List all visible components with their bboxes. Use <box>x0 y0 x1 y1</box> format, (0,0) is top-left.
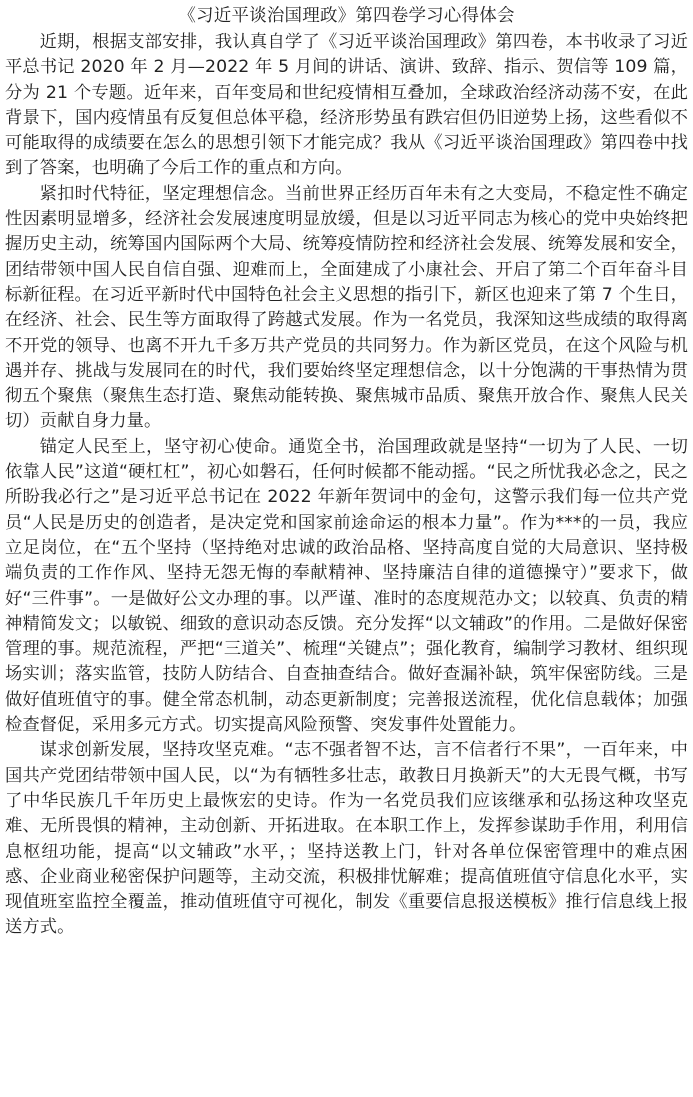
document-title: 《习近平谈治国理政》第四卷学习心得体会 <box>178 6 515 26</box>
paragraph-innovation: 谋求创新发展，坚持攻坚克难。“志不强者智不达，言不信者行不果”，一百年来，中国共产党团结带领中国人民，以“为有牺牲多壮志，敢教日月换新天”的大无畏气概，书写了中华民族几千年历史上最恢宏的史诗。作为一名党员我们应该继承和弘扬这种攻坚克难、无所畏惧的精神，主动创新、开拓进取。在本职工作上，发挥参谋助手作用，利用信息枢纽功能，提高“以文辅政”水平，；坚持送教上门，针对各单位保密管理中的难点困惑、企业商业秘密保护问题等，主动交流，积极排忧解难；提高值班值守信息化水平，实现值班室监控全覆盖，推动值班值守可视化，制发《重要信息报送模板》推行信息线上报送方式。 <box>5 740 688 938</box>
paragraph-ideals: 紧扣时代特征，坚定理想信念。当前世界正经历百年未有之大变局，不稳定性不确定性因素明显增多，经济社会发展速度明显放缓，但是以习近平同志为核心的党中央始终把握历史主动，统筹国内国际两个大局、统筹疫情防控和经济社会发展、统筹发展和安全，团结带领中国人民自信自强、迎难而上，全面建成了小康社会、开启了第二个百年奋斗目标新征程。在习近平新时代中国特色社会主义思想的指引下，新区也迎来了第 7 个生日，在经济、社会、民生等方面取得了跨越式发展。作为一名党员，我深知这些成绩的取得离不开党的领导、也离不开九千多万共产党员的共同努力。作为新区党员，在这个风险与机遇并存、挑战与发展同在的时代，我们要始终坚定理想信念，以十分饱满的干事热情为贯彻五个聚焦（聚焦生态打造、聚焦动能转换、聚焦城市品质、聚焦开放合作、聚焦人民关切）贡献自身力量。 <box>5 183 688 432</box>
paragraph-intro: 近期，根据支部安排，我认真自学了《习近平谈治国理政》第四卷，本书收录了习近平总书记 2020 年 2 月—2022 年 5 月间的讲话、演讲、致辞、指示、贺信等 109 篇，分为 21 个专题。近年来，百年变局和世纪疫情相互叠加，全球政治经济动荡不安，在此背景下，国内疫情虽有反复但总体平稳，经济形势虽有跌宕但仍旧逆势上扬，这些看似不可能取得的成绩要在怎么的思想引领下才能完成？我从《习近平谈治国理政》第四卷中找到了答案，也明确了今后工作的重点和方向。 <box>5 32 688 179</box>
paragraph-people-first: 锚定人民至上，坚守初心使命。通览全书，治国理政就是坚持“一切为了人民、一切依靠人民”这道“硬杠杠”，初心如磐石，任何时候都不能动摇。“民之所忧我必念之，民之所盼我必行之”是习近平总书记在 2022 年新年贺词中的金句，这警示我们每一位共产党员“人民是历史的创造者，是决定党和国家前途命运的根本力量”。作为***的一员，我应立足岗位，在“五个坚持（坚持绝对忠诚的政治品格、坚持高度自觉的大局意识、坚持极端负责的工作作风、坚持无怨无悔的奉献精神、坚持廉洁自律的道德操守）”要求下，做好“三件事”。一是做好公文办理的事。以严谨、准时的态度规范办文；以较真、负责的精神精简发文；以敏锐、细致的意识动态反馈。充分发挥“以文辅政”的作用。二是做好保密管理的事。规范流程，严把“三道关”、梳理“关键点”；强化教育，编制学习教材、组织现场实训；落实监管，技防人防结合、自查抽查结合。做好查漏补缺，筑牢保密防线。三是做好值班值守的事。健全常态机制，动态更新制度；完善报送流程，优化信息载体；加强检查督促，采用多元方式。切实提高风险预警、突发事件处置能力。 <box>5 436 688 736</box>
